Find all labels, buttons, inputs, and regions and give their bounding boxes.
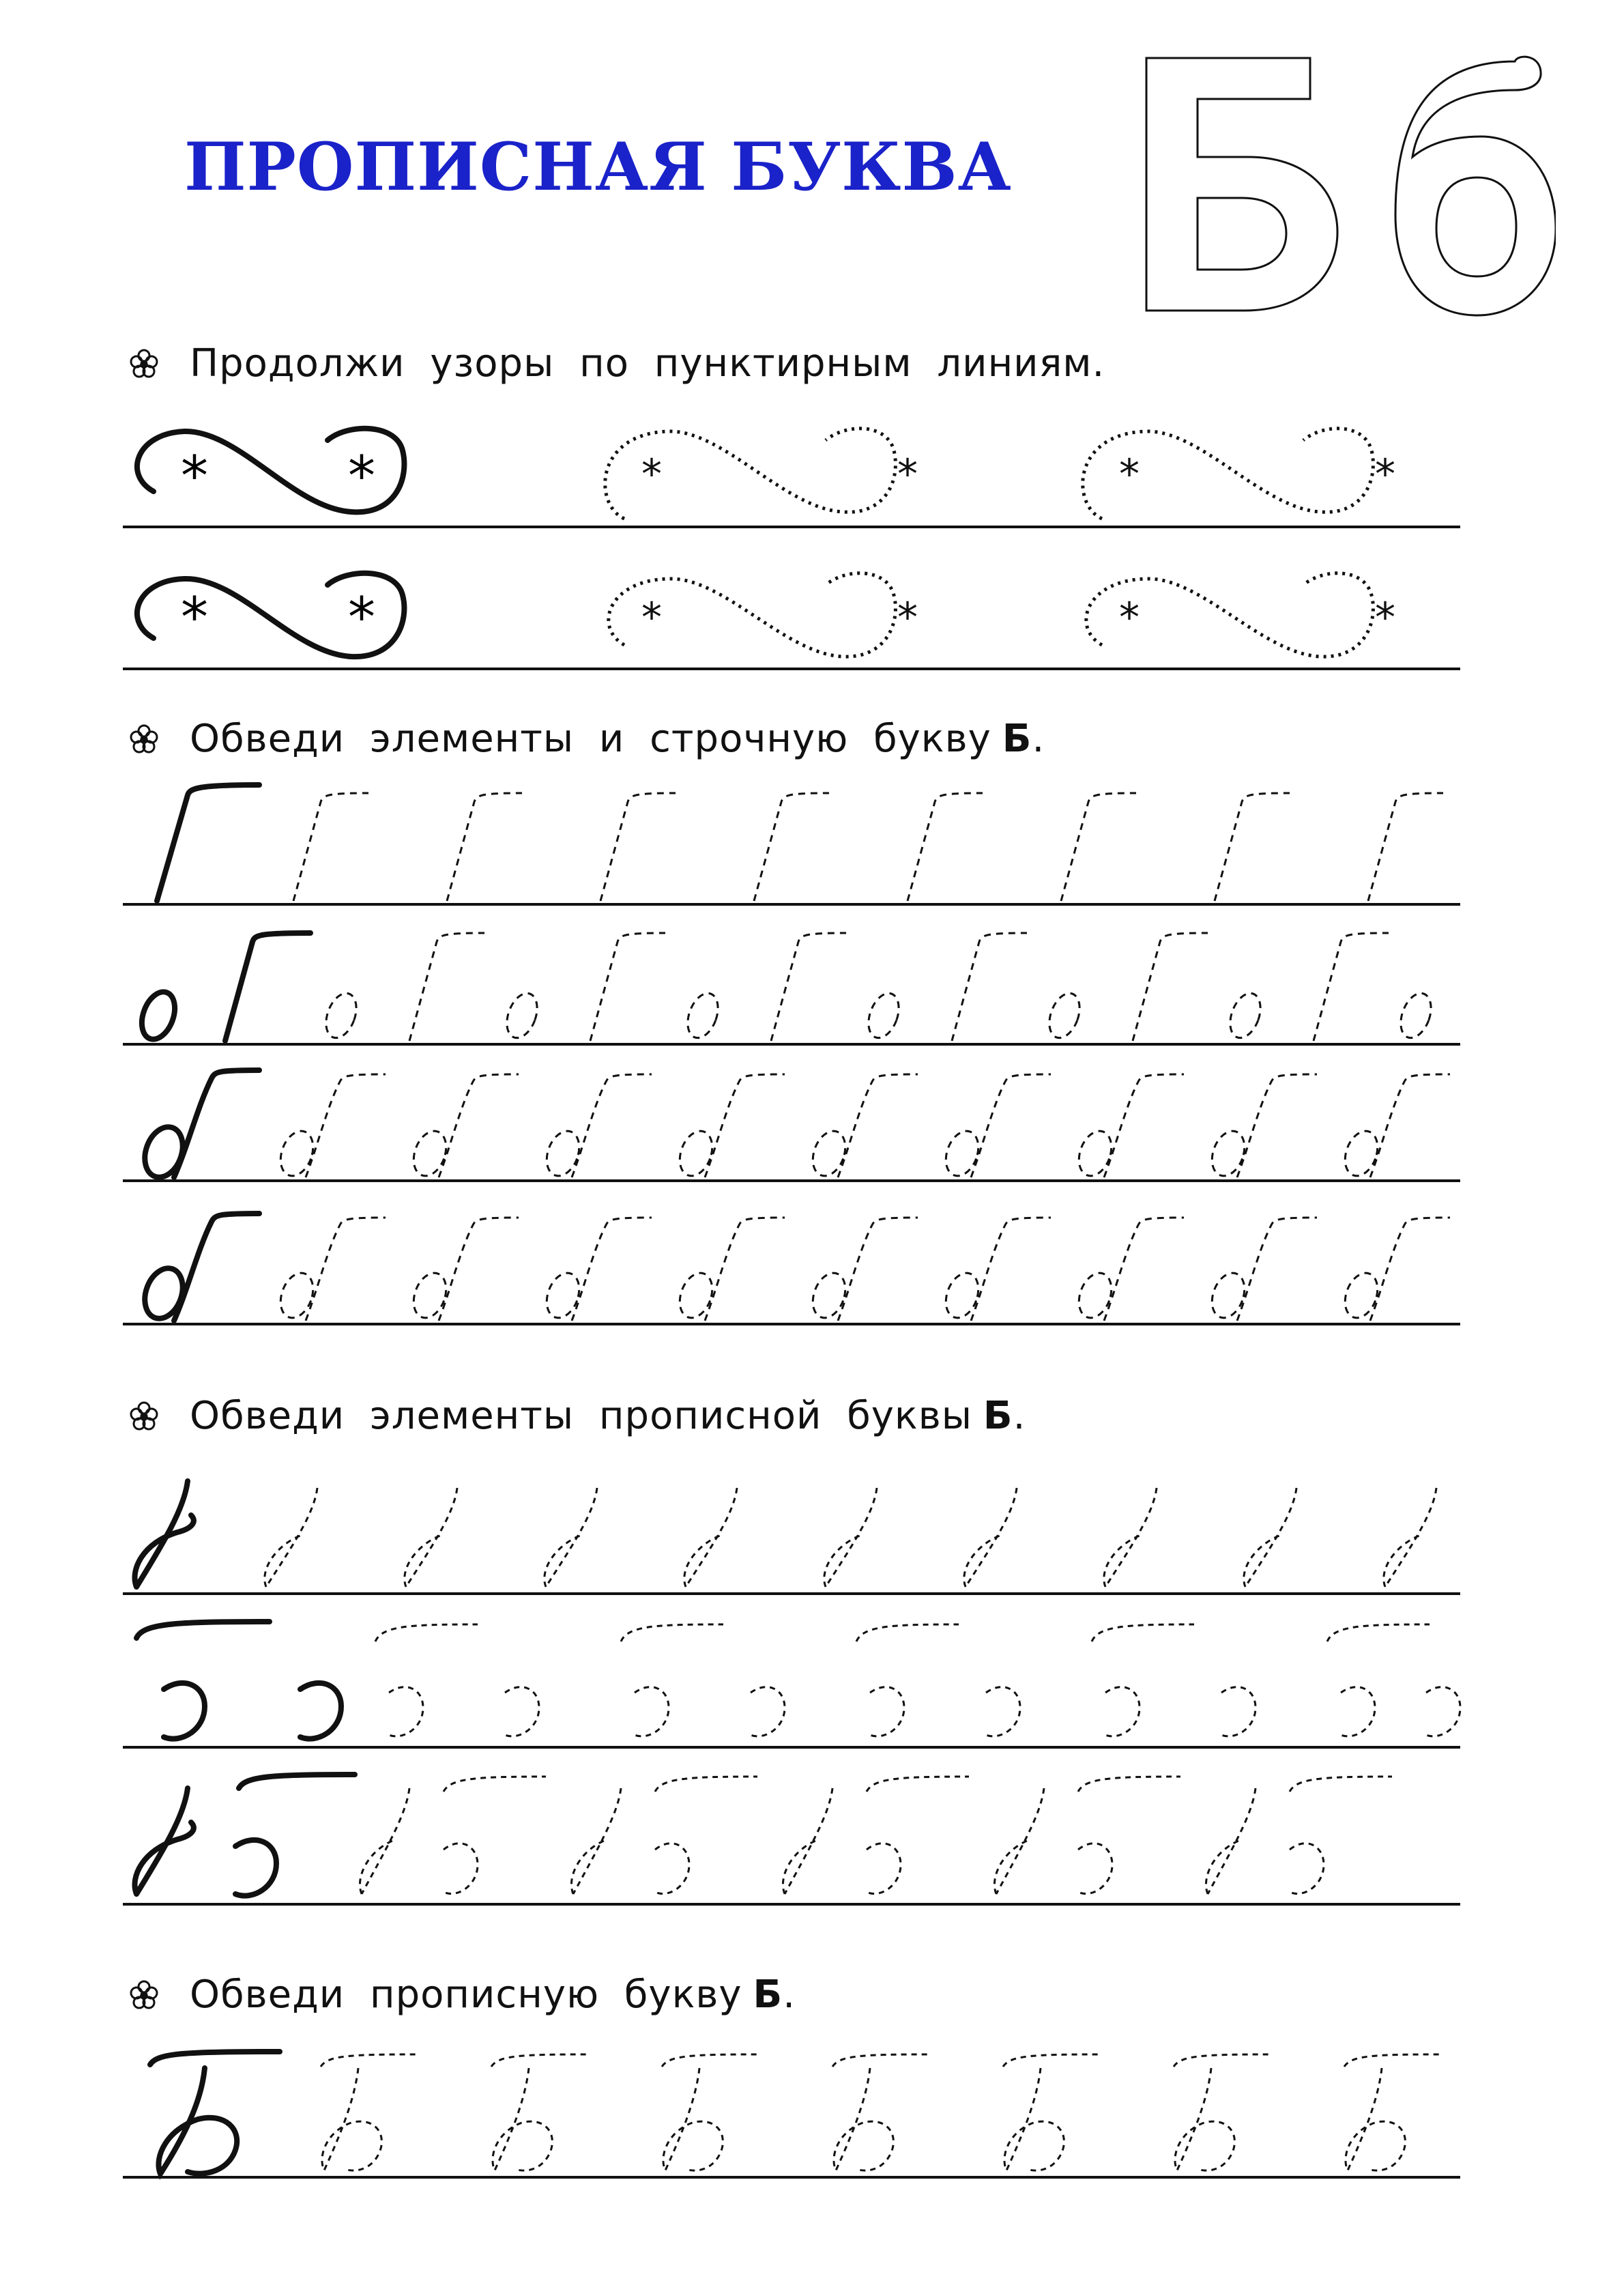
instruction-text: Продолжи узоры по пунктирным линиям.	[190, 341, 1105, 386]
row-stem-solid	[135, 1481, 194, 1587]
pattern-dotted-stars-2	[641, 594, 1395, 642]
instruction-3: Обведи элементы прописной буквы Б .	[128, 1394, 1026, 1438]
row-lowercase-dashed-2	[275, 1218, 1450, 1322]
svg-text:*: *	[641, 594, 662, 642]
row-bowl-dashed	[375, 1624, 1460, 1736]
row-lowercase-solid-2	[139, 1214, 259, 1324]
svg-text:*: *	[348, 586, 375, 649]
pattern-rows	[123, 410, 1474, 683]
row-hook-dashed	[293, 793, 1443, 901]
flower-icon	[128, 1401, 160, 1432]
pattern-dotted-1	[605, 429, 1374, 519]
instruction-text: Обведи элементы прописной буквы	[190, 1394, 972, 1438]
uppercase-letter-dashed	[321, 2054, 1440, 2170]
svg-text:*: *	[897, 594, 918, 642]
instruction-text: Обведи элементы и строчную букву	[190, 717, 991, 761]
row-combined-dashed	[360, 1777, 1392, 1894]
outline-lowercase-letter	[1395, 57, 1556, 315]
svg-text:*: *	[181, 444, 208, 508]
instruction-1	[128, 341, 1105, 386]
lowercase-element-rows	[123, 778, 1474, 1358]
pattern-solid-1	[137, 429, 404, 513]
row-lowercase-solid-1	[139, 1070, 259, 1183]
svg-text:*: *	[1375, 594, 1395, 642]
instruction-letter: Б	[753, 1972, 783, 2017]
svg-text:*: *	[641, 450, 662, 498]
row-hook-solid	[157, 785, 259, 901]
instruction-letter: Б	[1002, 717, 1032, 761]
pattern-solid-2	[137, 573, 404, 657]
svg-text:*: *	[1375, 450, 1395, 498]
page-title: ПРОПИСНАЯ БУКВА	[184, 128, 1012, 205]
svg-text:*: *	[897, 450, 918, 498]
row-lowercase-dashed-1	[275, 1074, 1450, 1180]
svg-text:*: *	[1119, 450, 1140, 498]
svg-text:*: *	[1119, 594, 1140, 642]
row-stem-dashed	[265, 1488, 1436, 1587]
svg-text:*: *	[348, 444, 375, 508]
flower-icon	[128, 1979, 160, 2011]
row-combined-solid	[135, 1775, 356, 1896]
flower-icon	[128, 348, 160, 379]
outline-letters	[1133, 48, 1556, 321]
uppercase-letter-row	[123, 2041, 1474, 2191]
instruction-letter: Б	[983, 1394, 1013, 1438]
pattern-dotted-2	[609, 573, 1374, 657]
instruction-2: Обведи элементы и строчную букву Б .	[128, 717, 1045, 761]
instruction-4: Обведи прописную букву Б .	[128, 1972, 796, 2017]
instruction-text: Обведи прописную букву	[190, 1972, 742, 2017]
uppercase-letter-solid	[150, 2052, 280, 2174]
pattern-dotted-stars-1	[641, 450, 1395, 498]
outline-uppercase-letter	[1146, 58, 1337, 311]
row-bowl-solid	[136, 1622, 341, 1739]
flower-icon	[128, 723, 160, 755]
row-oval-hook-dashed	[321, 933, 1437, 1042]
uppercase-element-rows	[123, 1467, 1474, 1932]
svg-text:*: *	[181, 586, 208, 649]
row-oval-hook-solid	[136, 933, 310, 1044]
